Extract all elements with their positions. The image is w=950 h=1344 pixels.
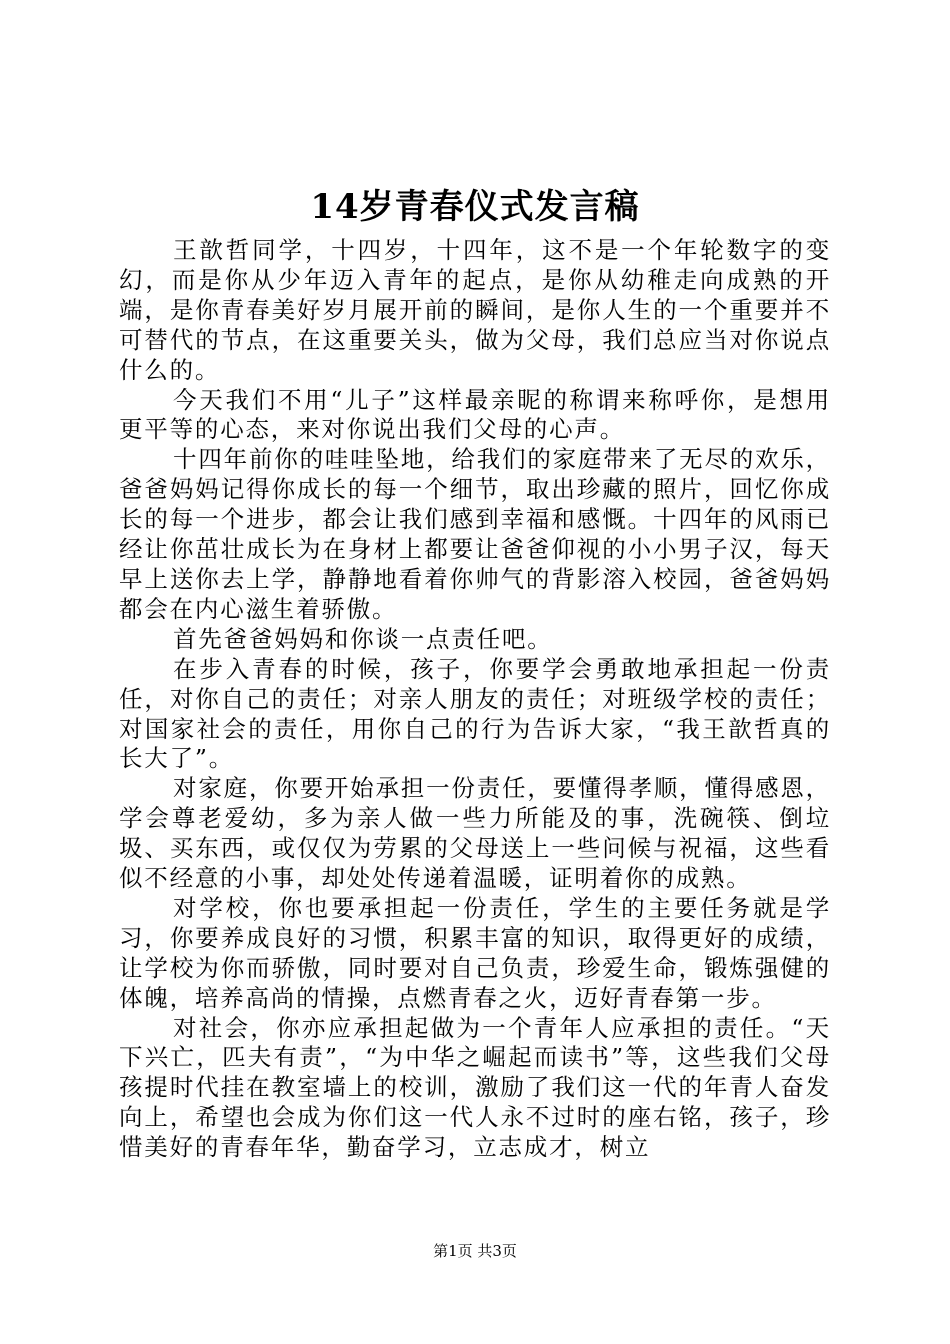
paragraph: 王歆哲同学，十四岁，十四年，这不是一个年轮数字的变幻，而是你从少年迈入青年的起点，是你从幼稚走向成熟的开端，是你青春美好岁月展开前的瞬间，是你人生的一个重要并不可替代的节点，在这重要关头，做为父母，我们总应当对你说点什么的。 (119, 236, 831, 384)
document-body (119, 236, 831, 1163)
paragraph: 对学校，你也要承担起一份责任，学生的主要任务就是学习，你要养成良好的习惯，积累丰富的知识，取得更好的成绩，让学校为你而骄傲，同时要对自己负责，珍爱生命，锻炼强健的体魄，培养高尚的情操，点燃青春之火，迈好青春第一步。 (119, 893, 831, 1012)
document-title: 14岁青春仪式发言稿 (310, 187, 640, 227)
page-number-footer: 第1页 共3页 (433, 1242, 517, 1260)
paragraph: 在步入青春的时候，孩子，你要学会勇敢地承担起一份责任，对你自己的责任；对亲人朋友的责任；对班级学校的责任；对国家社会的责任，用你自己的行为告诉大家，“我王歆哲真的长大了”。 (119, 654, 831, 773)
paragraph: 对家庭，你要开始承担一份责任，要懂得孝顺，懂得感恩，学会尊老爱幼，多为亲人做一些力所能及的事，洗碗筷、倒垃圾、买东西，或仅仅为劳累的父母送上一些问候与祝福，这些看似不经意的小事，却处处传递着温暖，证明着你的成熟。 (119, 774, 831, 893)
paragraph: 对社会，你亦应承担起做为一个青年人应承担的责任。“天下兴亡，匹夫有责”，“为中华之崛起而读书”等，这些我们父母孩提时代挂在教室墙上的校训，激励了我们这一代的年青人奋发向上，希望也会成为你们这一代人永不过时的座右铭，孩子，珍惜美好的青春年华，勤奋学习，立志成才，树立 (119, 1013, 831, 1162)
paragraph: 今天我们不用“儿子”这样最亲昵的称谓来称呼你，是想用更平等的心态，来对你说出我们父母的心声。 (119, 385, 831, 444)
paragraph: 十四年前你的哇哇坠地，给我们的家庭带来了无尽的欢乐，爸爸妈妈记得你成长的每一个细节，取出珍藏的照片，回忆你成长的每一个进步，都会让我们感到幸福和感慨。十四年的风雨已经让你茁壮成长为在身材上都要让爸爸仰视的小小男子汉，每天早上送你去上学，静静地看着你帅气的背影溶入校园，爸爸妈妈都会在内心滋生着骄傲。 (119, 445, 831, 623)
paragraph: 首先爸爸妈妈和你谈一点责任吧。 (173, 624, 553, 653)
